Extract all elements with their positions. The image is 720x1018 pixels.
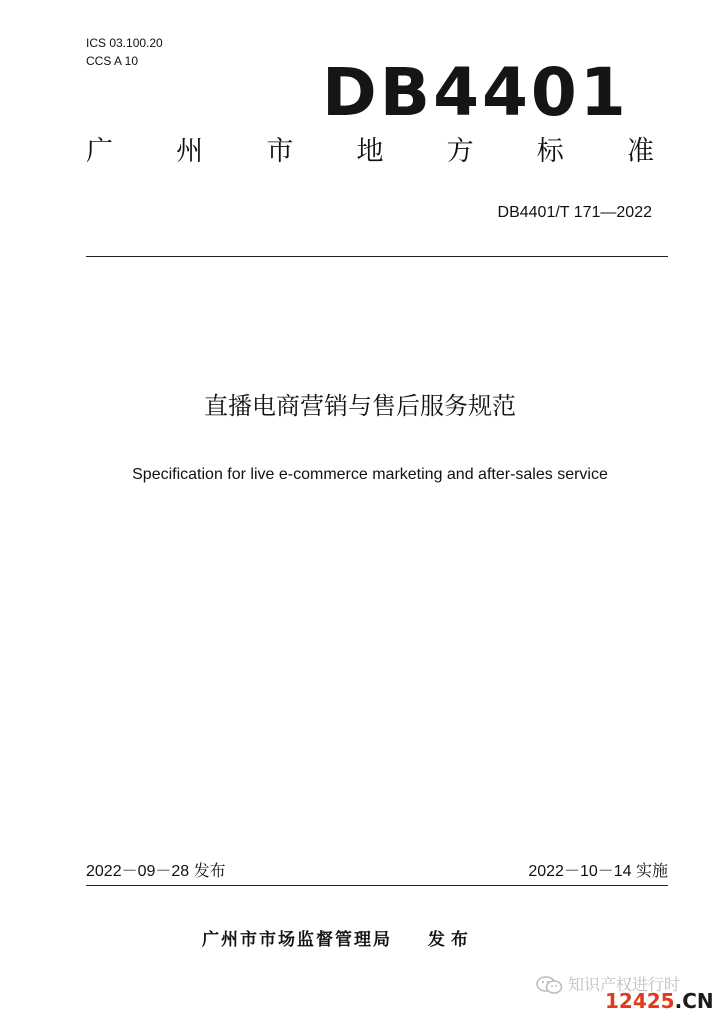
ics-code: ICS 03.100.20 <box>86 36 163 50</box>
standard-number: DB4401/T 171—2022 <box>497 204 652 221</box>
ccs-code: CCS A 10 <box>86 54 139 68</box>
classification-block <box>86 34 163 70</box>
issuer-name: 广州市市场监督管理局 <box>202 930 392 950</box>
watermark-site <box>605 989 714 1013</box>
issuer-line <box>202 928 474 952</box>
standard-type-char: 准 <box>626 136 654 167</box>
standard-type-char: 州 <box>176 136 204 167</box>
watermark-site-number: 12425 <box>605 989 675 1013</box>
wechat-icon <box>536 975 564 995</box>
standard-code: DB4401 <box>322 54 629 131</box>
publish-date: 2022－09－28 发布 <box>86 863 226 880</box>
top-divider <box>86 256 668 257</box>
title-chinese: 直播电商营销与售后服务规范 <box>204 392 516 420</box>
title-english: Specification for live e-commerce marketing and after-sales service <box>132 466 608 483</box>
issue-verb: 发布 <box>427 930 474 950</box>
standard-type-char: 方 <box>446 136 474 167</box>
standard-type-char: 市 <box>266 136 294 167</box>
standard-type <box>86 132 654 172</box>
standard-type-char: 广 <box>86 136 113 167</box>
standard-type-char: 地 <box>356 136 384 167</box>
standard-type-char: 标 <box>536 136 564 167</box>
watermark-site-suffix: .CN <box>674 989 714 1013</box>
bottom-divider <box>86 885 668 886</box>
watermark-text: 知识产权进行时 <box>568 975 681 994</box>
effective-date: 2022－10－14 实施 <box>528 863 668 880</box>
